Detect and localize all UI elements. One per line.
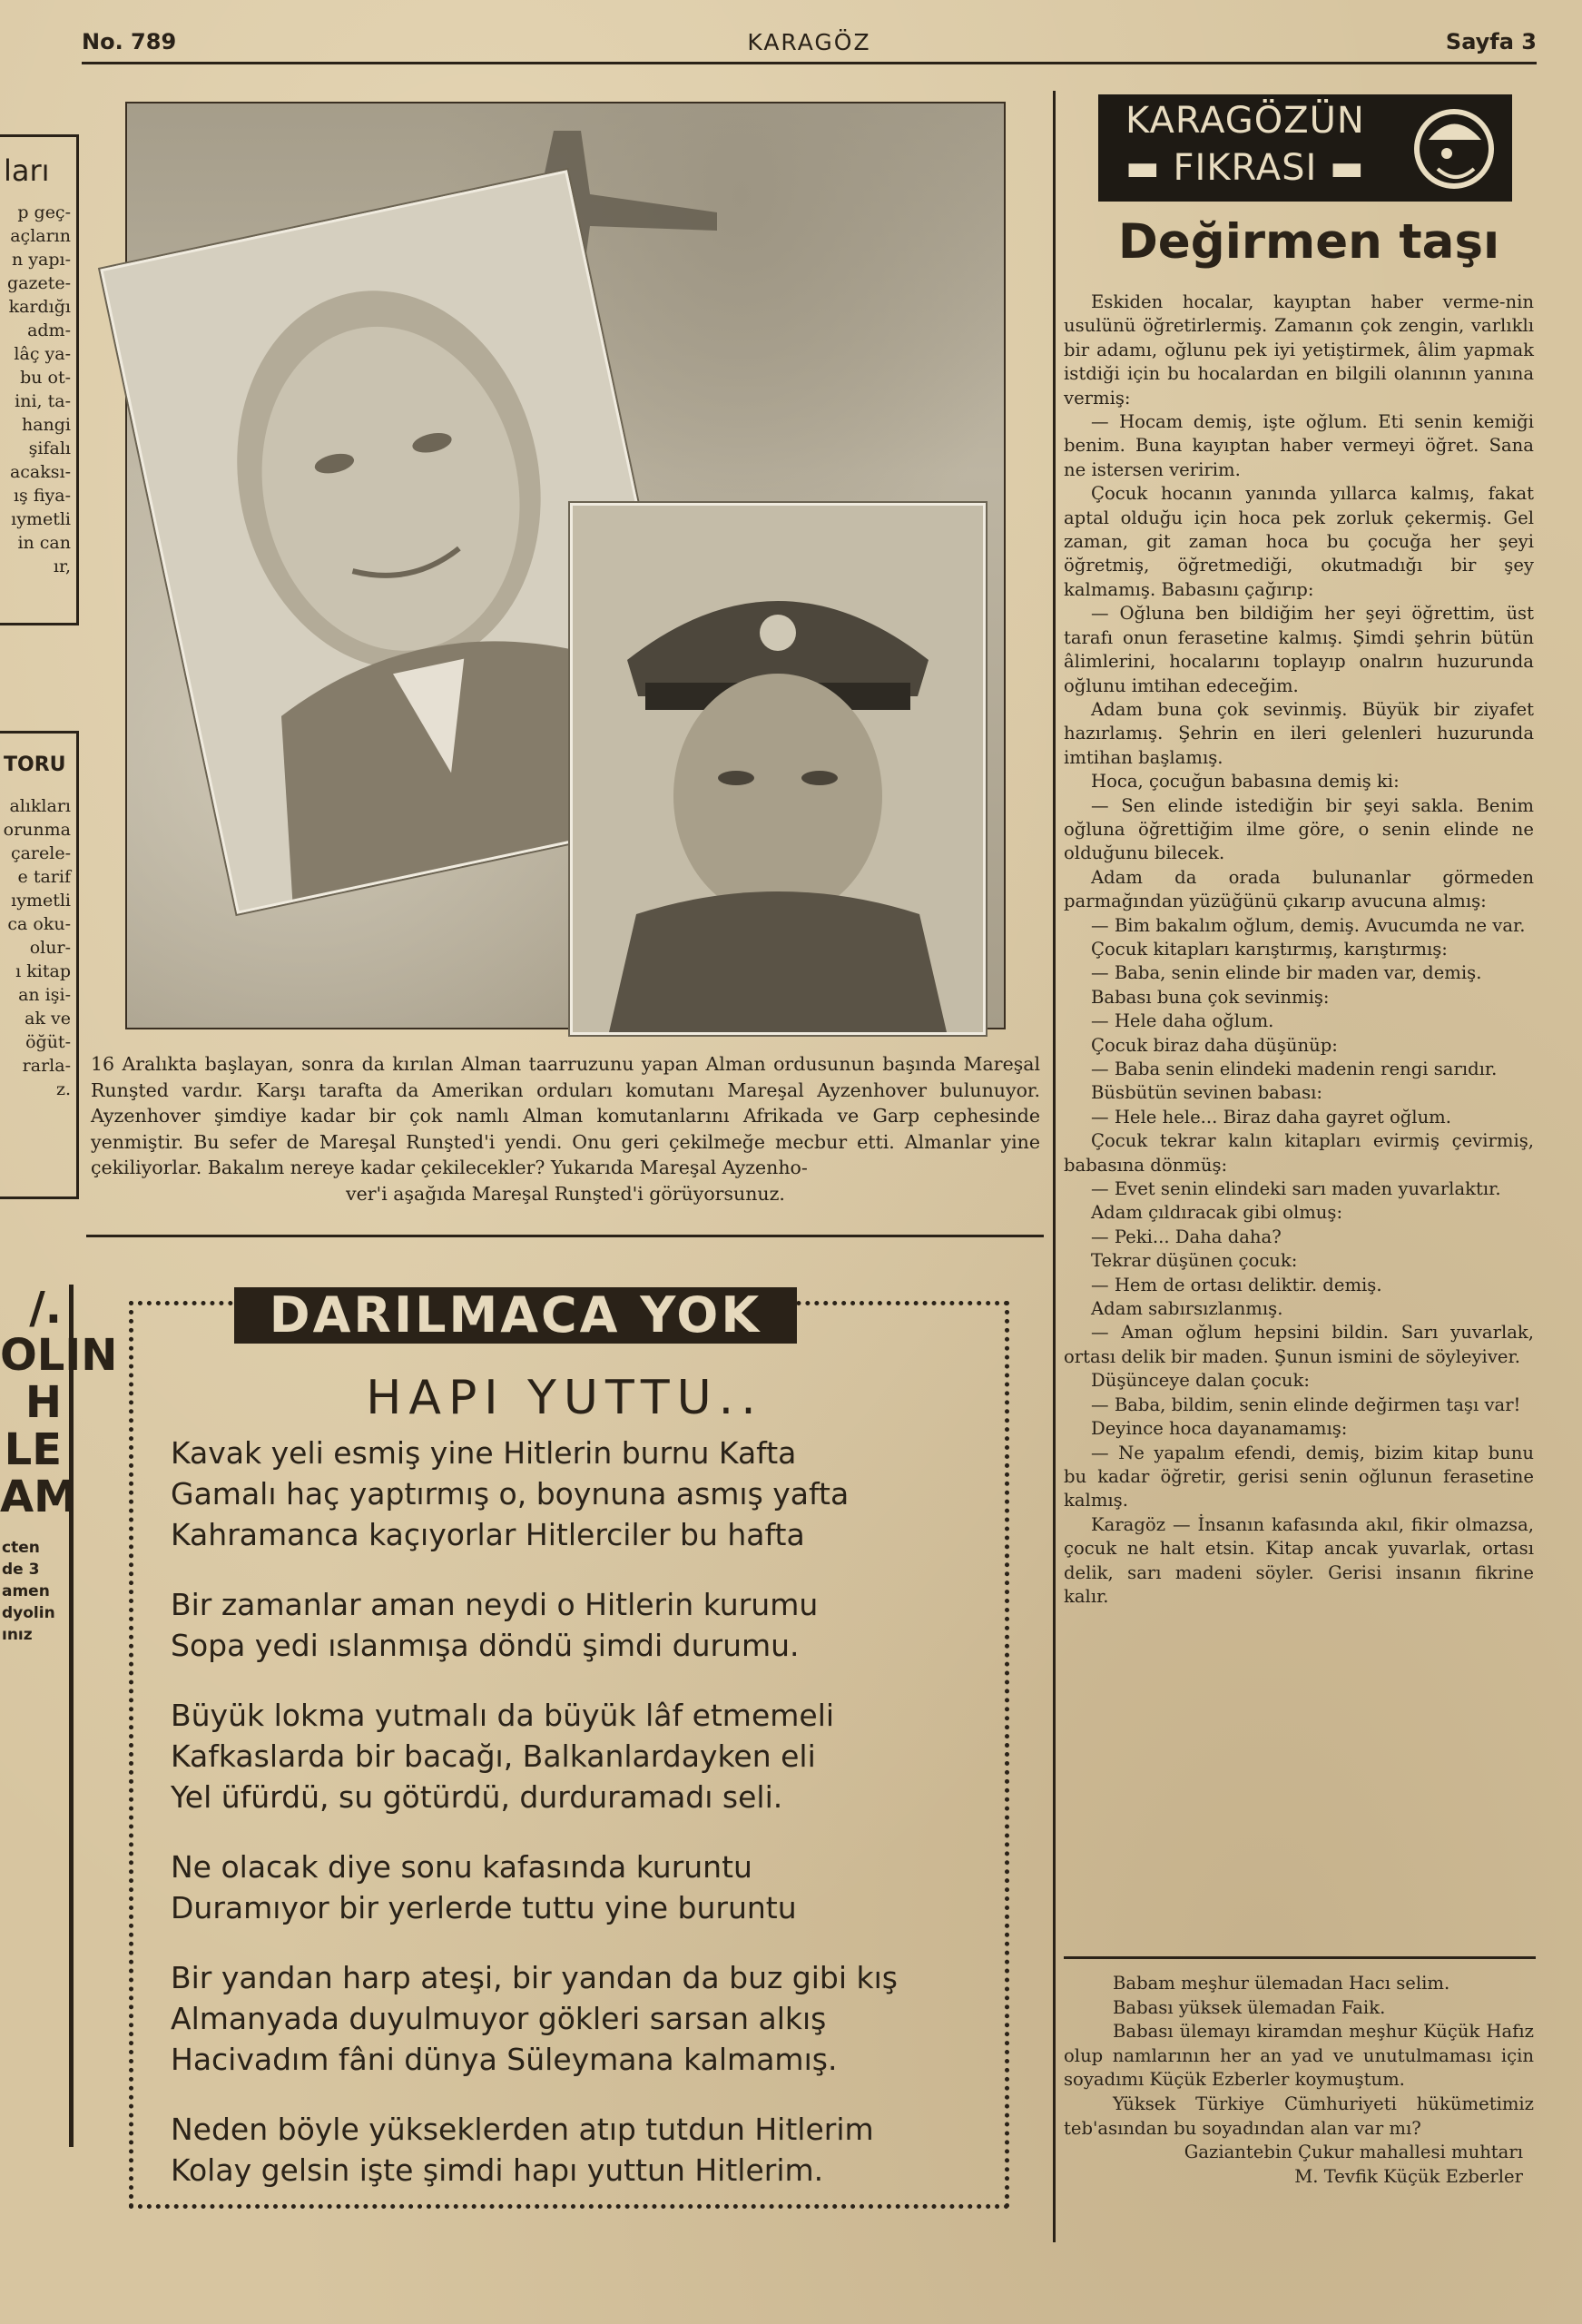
poem-line: Almanyada duyulmuyor gökleri sarsan alkış (171, 2001, 827, 2036)
story-paragraph: Çocuk tekrar kalın kitapları evirmiş çevirmiş, babasına dönmüş: (1064, 1130, 1534, 1176)
ad-headline-line: H (25, 1377, 62, 1428)
story-paragraph: Adam buna çok sevinmiş. Büyük bir ziyafet hazırlamış. Şehrin en ileri gelenleri huzurunda imtihan başlamış. (1064, 698, 1534, 768)
signature-line-1: Gaziantebin Çukur mahallesi muhtarı (1184, 2142, 1523, 2163)
karagoz-face-icon (1410, 103, 1498, 194)
poem-line: Duramıyor bir yerlerde tuttu yine buruntu (171, 1890, 797, 1925)
story-title: Değirmen taşı (1117, 214, 1500, 270)
text-line: ıymetli (11, 891, 71, 911)
footer-paragraph: Yüksek Türkiye Cümhuriyeti hükümetimiz teb'asından bu soyadından alan var mı? (1064, 2093, 1534, 2139)
ad-headline-line: OLIN (0, 1330, 118, 1381)
text-line: lâç ya- (14, 344, 71, 364)
text-line: adm- (27, 320, 71, 340)
text-line: ır, (53, 556, 71, 576)
story-paragraph: — Hocam demiş, işte oğlum. Eti senin kemiği benim. Buna kayıptan haber vermeyi öğret. Sana ne istersen veririm. (1064, 411, 1534, 480)
poem-line: Bir yandan harp ateşi, bir yandan da buz gibi kış (171, 1960, 898, 1995)
ad-text-line: cten (2, 1539, 40, 1557)
left-article-1-text (0, 201, 76, 578)
story-paragraph: Karagöz — İnsanın kafasında akıl, fikir olmazsa, çocuk ne halt etsin. Kitap ancak yuvarlak, ortası delik, sarı madeni söyler. Gerisi insanın fikrine kalır. (1064, 1513, 1534, 1607)
ad-headline-line: LE (4, 1424, 62, 1475)
text-line: e tarif (17, 867, 71, 887)
photo-caption (91, 1051, 1040, 1206)
ad-text-line: dyolin (2, 1604, 55, 1622)
poem-line: Gamalı haç yaptırmış o, boynuna asmış yafta (171, 1476, 850, 1512)
page-number: Sayfa 3 (1445, 29, 1537, 54)
text-line: ca oku- (7, 914, 71, 934)
text-line: an işi- (18, 985, 71, 1005)
story-paragraph: — Bim bakalım oğlum, demiş. Avucumda ne var. (1091, 914, 1526, 936)
poem-section-badge: DARILMACA YOK (234, 1287, 797, 1344)
story-paragraph: — Peki... Daha daha? (1091, 1226, 1282, 1247)
footer-paragraph: Babası ülemayı kiramdan meşhur Küçük Hafız olup namlarının her an yad ve unutulmaması için soyadımı Küçük Ezberler koymuştum. (1064, 2021, 1534, 2091)
issue-number: No. 789 (82, 29, 177, 54)
story-paragraph: — Hem de ortası deliktir. demiş. (1091, 1274, 1382, 1295)
story-paragraph: Babası buna çok sevinmiş: (1091, 986, 1330, 1008)
story-paragraph: Çocuk kitapları karıştırmış, karıştırmış: (1091, 938, 1448, 960)
story-paragraph: — Evet senin elindeki sarı maden yuvarlaktır. (1091, 1178, 1501, 1200)
poem-line: Kahramanca kaçıyorlar Hitlerciler bu hafta (171, 1517, 805, 1552)
story-paragraph: Adam çıldıracak gibi olmuş: (1091, 1202, 1343, 1224)
footer-paragraph: Babam meşhur ülemadan Hacı selim. (1113, 1973, 1450, 1994)
poem-line: Sopa yedi ıslanmışa döndü şimdi durumu. (171, 1628, 800, 1663)
text-line: n yapı- (12, 250, 71, 270)
poem-line: Hacivadım fâni dünya Süleymana kalmamış. (171, 2042, 838, 2077)
text-line: açların (10, 226, 71, 246)
text-line: rarla- (22, 1056, 71, 1076)
story-paragraph: — Oğluna ben bildiğim her şeyi öğrettim, üst tarafı onun ferasetine kalmış. Şimdi şehrin bütün âlimlerini, hocalarını toplayıp onalrın huzurunda oğlunu imtihan edeceğim. (1064, 603, 1534, 696)
left-article-2-text (0, 794, 76, 1101)
poem-line: Bir zamanlar aman neydi o Hitlerin kurumu (171, 1587, 819, 1622)
text-line: orunma (3, 820, 71, 840)
story-paragraph: — Hele hele... Biraz daha gayret oğlum. (1091, 1106, 1451, 1128)
story-paragraph: Deyince hoca dayanamamış: (1091, 1418, 1348, 1440)
poem-line: Neden böyle yükseklerden atıp tutdun Hitlerim (171, 2112, 874, 2147)
poem-stanza (171, 1957, 988, 2080)
left-article-2-heading: TORU (4, 753, 66, 776)
footer-text (1064, 1972, 1534, 2141)
poem-stanza (171, 1846, 988, 1928)
page-header (82, 25, 1537, 65)
story-paragraph: — Baba, senin elinde bir maden var, demiş. (1091, 962, 1482, 984)
left-article-box-1 (0, 134, 79, 625)
text-line: in can (17, 533, 71, 553)
story-paragraph: — Baba senin elindeki madenin rengi sarıdır. (1091, 1059, 1498, 1079)
story-footer-rule (1064, 1956, 1536, 1959)
text-line: kardığı (8, 297, 71, 317)
story-paragraph: Tekrar düşünen çocuk: (1091, 1250, 1298, 1272)
poem-line: Kolay gelsin işte şimdi hapı yuttun Hitlerim. (171, 2152, 824, 2188)
signature-line-2: M. Tevfik Küçük Ezberler (1294, 2165, 1523, 2187)
text-line: p geç- (17, 202, 71, 222)
poem-line: Büyük lokma yutmalı da büyük lâf etmemeli (171, 1698, 835, 1733)
left-article-box-2 (0, 731, 79, 1199)
story-paragraph: — Aman oğlum hepsini bildin. Sarı yuvarlak, ortası delik bir maden. Şunun ismini de söyleyiver. (1064, 1322, 1534, 1367)
news-photograph (125, 102, 1006, 1029)
text-line: bu ot- (20, 368, 71, 388)
poem-stanza (171, 1433, 988, 1555)
story-paragraph: — Ne yapalım efendi, demiş, bizim kitap bunu bu kadar öğretir, gerisi senin oğlunun ferasetine kalmış. (1064, 1442, 1534, 1512)
caption-text-end: ver'i aşağıda Mareşal Runşted'i görüyorsunuz. (346, 1182, 785, 1205)
caption-text: 16 Aralıkta başlayan, sonra da kırılan Alman taarruzunu yapan Alman ordusunun başında Mareşal Runşted vardır. Karşı tarafta da Amerikan orduları komutanı Mareşal Ayzenhover bulunuyor. Ayzenhover şimdiye kadar bir çok namlı Alman komutanlarını Afrikada ve Garp cephesinde yenmiştir. Bu sefer de Mareşal Runşted'i yendi. Onu geri çekilmeğe mecbur etti. Almanlar yine çekiliyorlar. Bakalım nereye kadar çekilecekler? Yukarıda Mareşal Ayzenho- (91, 1053, 1040, 1178)
poem-stanza (171, 2109, 988, 2191)
text-line: çarele- (10, 843, 71, 863)
text-line: öğüt- (25, 1032, 71, 1052)
left-advertisement (0, 1283, 118, 2147)
story-paragraph: Adam da orada bulunanlar görmeden parmağından yüzüğünü çıkarıp avucuna almış: (1064, 866, 1534, 912)
poem-body (171, 1433, 988, 2220)
ad-headline-line: /. (29, 1283, 62, 1334)
masthead-title: KARAGÖZ (747, 29, 871, 55)
text-line: gazete- (6, 273, 71, 293)
story-paragraph: Eskiden hocalar, kayıptan haber verme-nin usulünü öğretirlermiş. Zamanın çok zengin, varlıklı bir adamı, oğlunu pek iyi yetiştirmek, âlim yapmak istdiği için bu hocalardan en bilgili olanının yanına vermiş: (1064, 291, 1534, 409)
poem-stanza (171, 1584, 988, 1666)
logo-line-1: KARAGÖZÜN (1125, 100, 1365, 142)
text-line: ini, ta- (15, 391, 71, 411)
poem-stanza (171, 1695, 988, 1817)
poem-title: HAPI YUTTU.. (366, 1371, 763, 1425)
advertisement-headline (0, 1283, 118, 1522)
text-line: ak ve (25, 1009, 71, 1029)
story-paragraph: Adam sabırsızlanmış. (1091, 1298, 1283, 1320)
poem-line: Kavak yeli esmiş yine Hitlerin burnu Kafta (171, 1435, 797, 1471)
poem-line: Ne olacak diye sonu kafasında kuruntu (171, 1849, 752, 1885)
advertisement-text (0, 1537, 69, 1646)
ad-headline-line: AM (0, 1472, 77, 1522)
story-paragraph: Düşünceye dalan çocuk: (1091, 1370, 1310, 1392)
text-line: ı kitap (15, 961, 71, 981)
poem-line: Kafkaslarda bir bacağı, Balkanlardayken eli (171, 1738, 816, 1774)
story-paragraph: — Hele daha oğlum. (1091, 1010, 1274, 1032)
text-line: olur- (29, 938, 71, 958)
story-footer (1064, 1972, 1534, 2189)
header-rule (82, 62, 1537, 64)
story-paragraph: Çocuk hocanın yanında yıllarca kalmış, fakat aptal olduğu için hoca pek zorluk çekermiş. Gel zaman, git zaman hoca bu çocuğa her şeyi öğretmiş, öğretmediği, okutmadığı bir şey kalmamış. Babasını çağırıp: (1064, 483, 1534, 600)
text-line: ıymetli (11, 509, 71, 529)
text-line: alıkları (9, 796, 71, 816)
story-paragraph: Çocuk biraz daha düşünüp: (1091, 1034, 1338, 1056)
column-rule (1053, 91, 1056, 2242)
text-line: ış fiya- (13, 486, 71, 506)
text-line: acaksı- (9, 462, 71, 482)
ad-text-line: amen (2, 1582, 50, 1600)
story-paragraph: — Sen elinde istediğin bir şeyi sakla. Benim oğluna öğrettiğim ilme göre, o senin elinde ne olduğunu bilecek. (1064, 794, 1534, 864)
text-line: z. (55, 1079, 71, 1099)
poem-line: Yel üfürdü, su götürdü, durduramadı seli. (171, 1779, 783, 1815)
ad-text-line: de 3 (2, 1561, 40, 1579)
logo-line-2: ▬ FIKRASI ▬ (1125, 147, 1365, 189)
story-paragraph: — Baba, bildim, senin elinde değirmen taşı var! (1091, 1393, 1521, 1415)
left-article-1-heading: ları (4, 153, 50, 188)
caption-rule (86, 1235, 1044, 1237)
footer-paragraph: Babası yüksek ülemadan Faik. (1113, 1996, 1386, 2018)
ad-text-line: ınız (2, 1626, 33, 1644)
story-body (1064, 290, 1534, 1609)
story-paragraph: Hoca, çocuğun babasına demiş ki: (1091, 771, 1400, 793)
story-paragraph: Büsbütün sevinen babası: (1091, 1082, 1322, 1104)
karagoz-fikrasi-logo (1098, 94, 1512, 202)
text-line: hangi (21, 415, 71, 435)
portrait-runsted (570, 503, 986, 1035)
text-line: şifalı (28, 438, 71, 458)
